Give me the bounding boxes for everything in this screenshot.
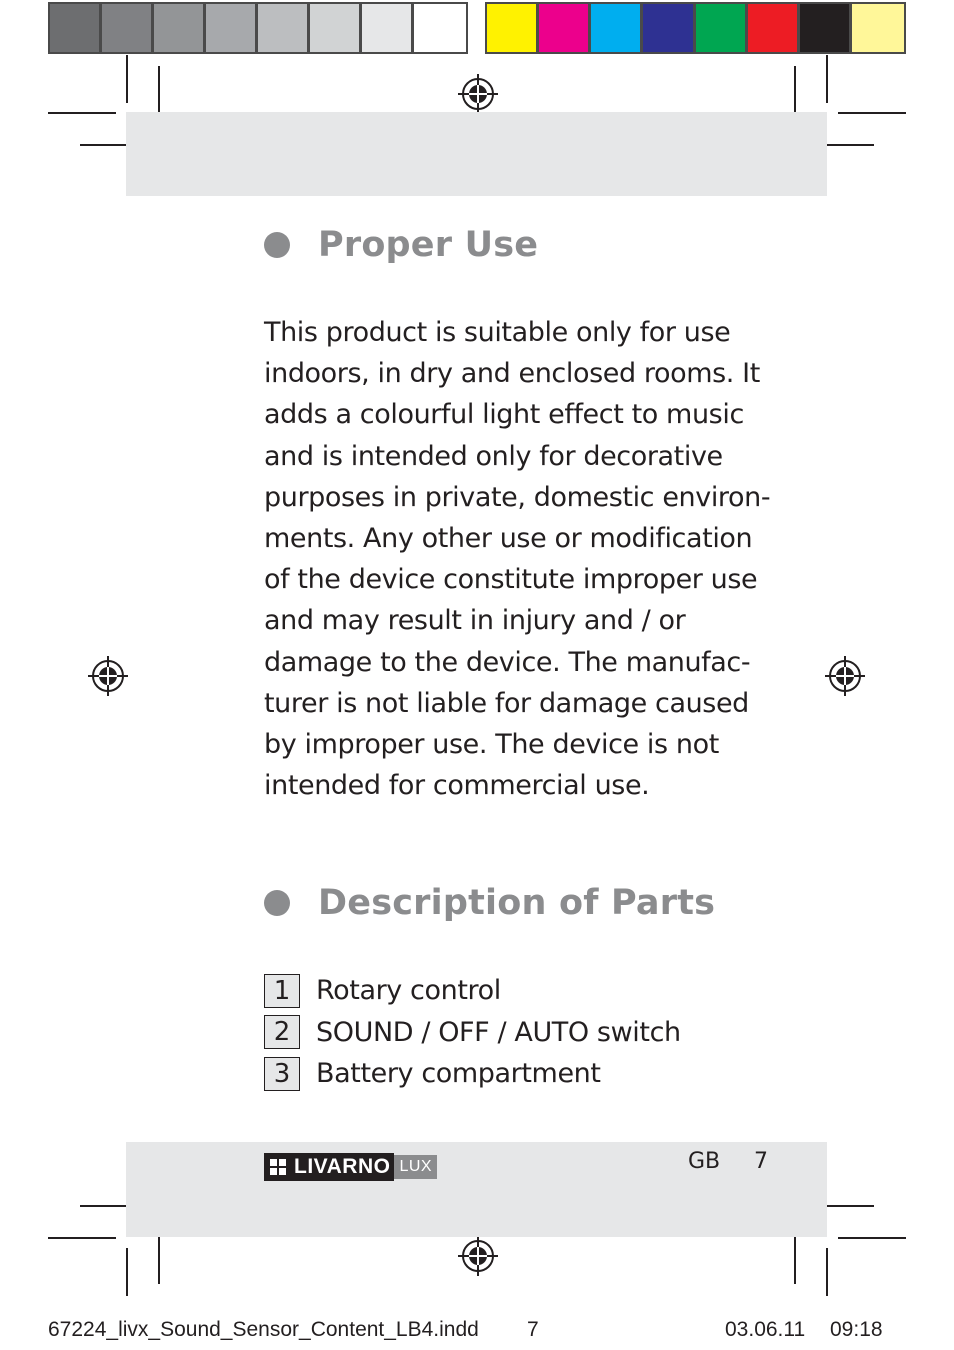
process-swatch	[643, 4, 695, 52]
process-color-bar	[485, 2, 906, 54]
parts-list	[264, 970, 681, 1095]
grayscale-swatch	[102, 4, 154, 52]
proper-use-title: Proper Use	[318, 225, 539, 265]
paragraph-line: This product is suitable only for use	[264, 317, 731, 348]
footer-band	[126, 1142, 827, 1237]
description-of-parts-heading	[264, 883, 715, 923]
grayscale-swatch	[414, 4, 466, 52]
process-swatch	[696, 4, 748, 52]
paragraph-line: and may result in injury and / or	[264, 605, 686, 637]
paragraph-line: ments. Any other use or modification	[264, 523, 753, 555]
proper-use-paragraph	[264, 312, 771, 806]
crop-mark	[826, 55, 828, 103]
grayscale-swatch	[258, 4, 310, 52]
slug-filename: 67224_livx_Sound_Sensor_Content_LB4.indd	[48, 1318, 479, 1341]
registration-mark-icon	[825, 656, 865, 696]
logo-squares-icon	[270, 1159, 286, 1175]
page-number: 7	[754, 1149, 768, 1174]
registration-mark-icon	[88, 656, 128, 696]
livarno-lux-logo	[264, 1153, 437, 1181]
paragraph-line: and is intended only for decorative	[264, 440, 723, 472]
slug-time: 09:18	[830, 1318, 883, 1341]
part-item	[264, 970, 681, 1012]
slug-page: 7	[527, 1318, 539, 1341]
paragraph-line: damage to the device. The manufac-	[264, 646, 751, 678]
grayscale-color-bar	[48, 2, 468, 54]
part-label: Rotary control	[316, 975, 501, 1007]
paragraph-line: purposes in private, domestic environ-	[264, 481, 771, 513]
paragraph-line: of the device constitute improper use	[264, 564, 758, 596]
process-swatch	[748, 4, 800, 52]
paragraph-line: by improper use. The device is not	[264, 729, 719, 761]
registration-mark-icon	[458, 1236, 498, 1276]
crop-mark	[838, 112, 906, 114]
language-code: GB	[688, 1149, 721, 1174]
crop-mark	[48, 112, 116, 114]
crop-mark	[826, 1248, 828, 1296]
registration-mark-icon	[458, 74, 498, 114]
part-item	[264, 1012, 681, 1054]
crop-mark	[126, 55, 128, 103]
paragraph-line: turer is not liable for damage caused	[264, 687, 749, 719]
part-number-box: 2	[264, 1015, 300, 1049]
paragraph-line: intended for commercial use.	[264, 770, 650, 802]
paragraph-line: adds a colourful light effect to music	[264, 399, 744, 431]
crop-mark	[126, 1248, 128, 1296]
process-swatch	[852, 4, 904, 52]
grayscale-swatch	[310, 4, 362, 52]
part-number-box: 3	[264, 1057, 300, 1091]
process-swatch	[591, 4, 643, 52]
part-label: SOUND / OFF / AUTO switch	[316, 1016, 681, 1048]
process-swatch	[539, 4, 591, 52]
process-swatch	[800, 4, 852, 52]
crop-mark	[48, 1237, 116, 1239]
description-of-parts-title: Description of Parts	[318, 883, 716, 923]
process-swatch	[487, 4, 539, 52]
logo-lux-text: LUX	[394, 1155, 437, 1179]
part-label: Battery compartment	[316, 1058, 601, 1090]
paragraph-line: indoors, in dry and enclosed rooms. It	[264, 358, 760, 390]
header-band	[126, 112, 827, 196]
part-item	[264, 1053, 681, 1095]
slug-date: 03.06.11	[725, 1318, 806, 1341]
part-number-box: 1	[264, 974, 300, 1008]
grayscale-swatch	[206, 4, 258, 52]
proper-use-heading	[264, 225, 538, 265]
grayscale-swatch	[154, 4, 206, 52]
bullet-dot-icon	[264, 232, 290, 258]
crop-mark	[838, 1237, 906, 1239]
logo-brand-text: LIVARNO	[294, 1155, 391, 1178]
grayscale-swatch	[362, 4, 414, 52]
grayscale-swatch	[50, 4, 102, 52]
bullet-dot-icon	[264, 890, 290, 916]
